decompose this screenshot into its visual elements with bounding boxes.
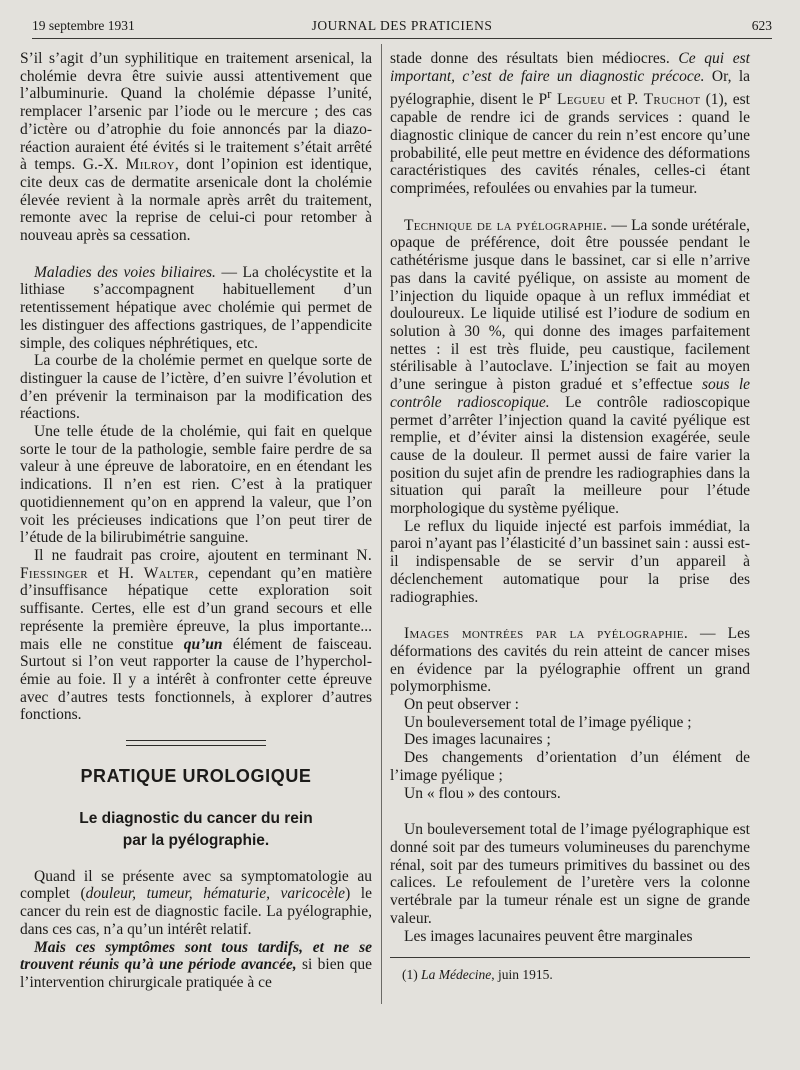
subsection-heading: Images montrées par la pyélographie.: [404, 625, 688, 643]
author-name: H. Walter: [118, 564, 195, 582]
section-title: PRATIQUE UROLOGIQUE: [80, 766, 312, 787]
section-separator: [126, 740, 266, 746]
header-journal-title: JOURNAL DES PRATICIENS: [311, 18, 493, 33]
header-page-number: 623: [751, 18, 772, 33]
list-item: On peut observer :: [404, 696, 519, 714]
article-body: [20, 868, 372, 992]
paragraph-images: Images montrées par la pyélographie. — Les déformations des cavités du rein atteint de cancer mises en évidence par la pyélographie offrent un grand polymorphisme.: [390, 625, 750, 696]
paragraph-reflux: Le reflux du liquide injecté est parfois immédiat, la paroi n’ayant pas l’élasticité d’un bassinet sain : aussi est-il indispensable de se servir d’un appareil à déclenchement automatique pour la prise des radiographies.: [390, 517, 750, 606]
header-date: 19 septembre 1931: [32, 18, 135, 33]
left-column: [20, 50, 372, 992]
paragraph-lacunar: Les images lacunaires peuvent être marginales: [404, 927, 693, 945]
list-item: Des images lacunaires ;: [404, 731, 551, 749]
paragraph-arsenical: S’il s’agit d’un syphilitique en traitement arsenical, la cholémie devra être suivie aussi attentivement que l’albuminurie. Quand la cholémie dépasse l’unité, remplacer l’arsenic par l’iode ou le mercure ; des cas d’ictère ou d’atrophie du foie annoncés par la diazo-réaction auraient été évités si le traitement s’était arrêté à temps. G.-X. Milroy, dont l’opinion est identique, cite deux cas de dermatite arsenicale dont la cholémie élevée revient à la normale après arrêt du traitement, remonte avec la reprise de celui-ci pour retomber à nouveau après sa cessation.: [20, 50, 372, 245]
paragraph-early-diagnosis: stade donne des résultats bien médiocres. Ce qui est important, c’est de faire un diagnostic précoce. Or, la pyélographie, disent le $P^r$ Legueu et P. Truchot (1), est capable de rendre ici de grands services : quand le diagnostic clinique de cancer du rein n’est encore qu’une probabilité, elle peut mettre en évidence des déformations caractéristiques des cavités rénales, celles-ci étant comprimées, refoulées ou envahies par la tumeur.: [390, 50, 751, 198]
subsection-heading: Maladies des voies biliaires.: [34, 263, 216, 281]
list-item: Un « flou » des contours.: [404, 784, 561, 802]
author-name: P. Truchot: [627, 91, 701, 109]
list-item: Un bouleversement total de l’image pyélique ;: [404, 713, 692, 731]
paragraph-study: Une telle étude de la cholémie, qui fait en quelque sorte le tour de la pathologie, semble faire perdre de sa valeur à une épreuve de laboratoire, en en étendant les indications. Il n’en est rien. C’est à la pratiquer quotidiennement qu’on en apprend la valeur, que l’on voit les précieuses indications que l’on peut tirer de l’étude de la bilirubimétrie sanguine.: [20, 423, 372, 547]
paragraph-conclusion: Il ne faudrait pas croire, ajoutent en terminant N. Fiessinger et H. Walter, cependant qu’en matière d’insuffisance hépatique cette exploration soit suffisante. Certes, elle est d’un grand secours et elle représente la première épreuve, la plus importante... mais elle ne constitue qu’un élément de faisceau. Surtout si l’on veut rapporter la cause de l’hypercholémie au foie. Il y a intérêt à confronter cette épreuve avec d’autres tests fonctionnels, à explorer d’autres fonctions.: [20, 546, 372, 724]
author-name: N. Fiessinger: [20, 546, 372, 582]
column-divider: [381, 44, 382, 1004]
running-header: [32, 14, 772, 39]
paragraph-biliary: Maladies des voies biliaires. — La cholécystite et la lithiase s’accompagnent habituellement d’un retentissement hépatique avec cholémie qui permet de les distinguer des affections gastriques, de l’appendicite simple, des coliques néphrétiques, etc.: [20, 263, 372, 352]
article-title: Le diagnostic du cancer du rein par la pyélographie.: [79, 809, 313, 849]
paragraph-late-symptoms: Mais ces symptômes sont tous tardifs, et ne se trouvent réunis qu’à une période avancée, si bien que l’intervention chirurgicale pratiquée à ce: [20, 938, 373, 991]
footnote: (1) La Médecine, juin 1915.: [402, 967, 553, 983]
author-name: Milroy: [125, 156, 175, 174]
paragraph-curve: La courbe de la cholémie permet en quelque sorte de distinguer la cause de l’ictère, d’en suivre l’évolution et d’en prévenir la terminaison par la modification des réactions.: [20, 352, 372, 423]
list-item: Des changements d’orientation d’un élément de l’image pyélique ;: [390, 749, 750, 784]
paragraph-symptoms: Quand il se présente avec sa symptomatologie au complet (douleur, tumeur, hématurie, varicocèle) le cancer du rein est de diagnostic facile. La pyélographie, dans ces cas, n’a qu’un intérêt relatif.: [20, 867, 372, 938]
paragraph-upheaval: Un bouleversement total de l’image pyélographique est donné soit par des tumeurs volumineuses du parenchyme rénal, soit par des tumeurs primitives du bassinet ou des calices. Le refoulement de l’uretère vers la colonne vertébrale par la tumeur rénale est un signe de grande valeur.: [390, 821, 750, 927]
footnote-rule: [390, 957, 750, 958]
observations-list: [390, 696, 750, 802]
author-name: Legueu: [551, 91, 606, 109]
right-column: [390, 50, 750, 984]
subsection-heading: Technique de la pyélographie.: [404, 216, 608, 234]
paragraph-technique: Technique de la pyélographie. — La sonde urétérale, opaque de préférence, doit être poussée pendant le cathétérisme jusque dans le bassinet, car si elle n’arrive pas dans la cavité pyélique, on assiste au moment de l’injection du liquide opaque à un reflux immédiat et douloureux. Le liquide utilisé est l’iodure de sodium en solution à 30 %, qui donne des images parfaitement nettes : il est très fluide, peu caustique, facilement stérilisable à l’autoclave. L’injection se fait au moyen d’une seringue à piston gradué et s’effectue sous le contrôle radioscopique. Le contrôle radioscopique permet d’arrêter l’injection quand la cavité pyélique est remplie, et d’éviter ainsi la distension exagérée, seule cause de la douleur. Il permet aussi de faire varier la position du sujet afin de prendre les radiographies dans la situation qui paraît la meilleure pour l’étude morphologique du système pyélique.: [390, 216, 751, 518]
